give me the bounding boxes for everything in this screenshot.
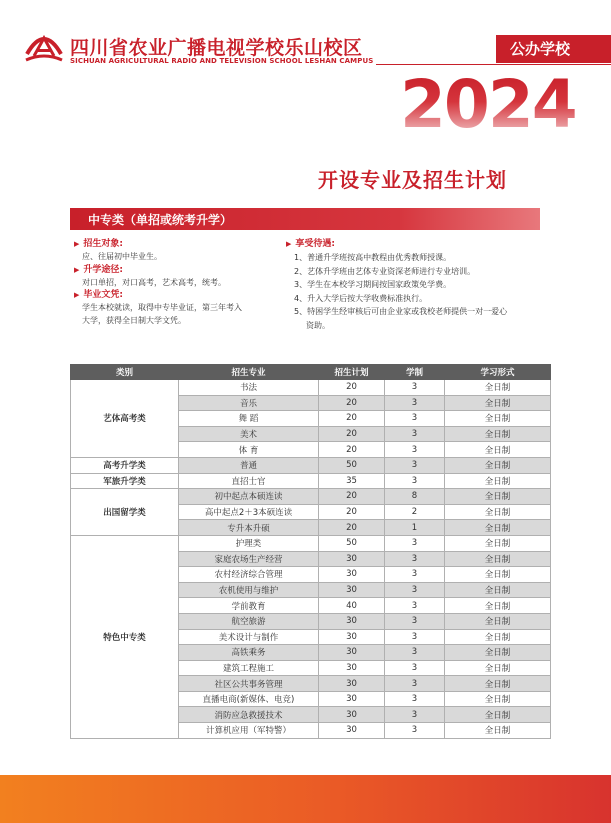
form-cell: 全日制: [445, 395, 551, 411]
form-cell: 全日制: [445, 504, 551, 520]
major-cell: 护理类: [179, 535, 319, 551]
plan-cell: 30: [319, 567, 385, 583]
major-cell: 舞 蹈: [179, 411, 319, 427]
benefit-item: 2、艺体升学班由艺体专业资深老师进行专业培训。: [294, 266, 476, 276]
plan-cell: 35: [319, 473, 385, 489]
major-cell: 家庭农场生产经营: [179, 551, 319, 567]
diploma-text-line-1: 学生本校就读，取得中专毕业证，第三年考入: [82, 303, 242, 312]
benefit-item: 3、学生在本校学习期间按国家政策免学费。: [294, 280, 452, 289]
form-cell: 全日制: [445, 457, 551, 473]
years-cell: 2: [385, 504, 445, 520]
triangle-bullet-icon: ▶: [74, 265, 80, 274]
years-cell: 3: [385, 457, 445, 473]
table-row: [71, 457, 551, 473]
table-body: [71, 380, 551, 739]
form-cell: 全日制: [445, 473, 551, 489]
info-left-column: [74, 238, 284, 327]
page-subtitle: 开设专业及招生计划: [318, 168, 507, 192]
years-cell: 3: [385, 551, 445, 567]
years-cell: 3: [385, 598, 445, 614]
plan-cell: 50: [319, 457, 385, 473]
years-cell: 3: [385, 442, 445, 458]
major-cell: 普通: [179, 457, 319, 473]
major-cell: 学前教育: [179, 598, 319, 614]
category-cell: 出国留学类: [71, 489, 179, 536]
plan-cell: 40: [319, 598, 385, 614]
category-cell: 军旅升学类: [71, 473, 179, 489]
advancement-path-text: 对口单招，对口高考，艺术高考，统考。: [82, 277, 226, 287]
table-row: [71, 473, 551, 489]
years-cell: 3: [385, 395, 445, 411]
form-cell: 全日制: [445, 380, 551, 396]
major-cell: 高铁乘务: [179, 645, 319, 661]
plan-cell: 50: [319, 535, 385, 551]
category-cell: 艺体高考类: [71, 380, 179, 458]
plan-cell: 30: [319, 629, 385, 645]
enrollment-target-text: 应、往届初中毕业生。: [82, 252, 162, 261]
plan-cell: 30: [319, 645, 385, 661]
years-cell: 3: [385, 691, 445, 707]
major-cell: 音乐: [179, 395, 319, 411]
plan-cell: 20: [319, 380, 385, 396]
plan-cell: 20: [319, 442, 385, 458]
header-plan: 招生计划: [319, 365, 385, 380]
advancement-path-label: ▶ 升学途径:: [74, 264, 123, 275]
major-cell: 农村经济综合管理: [179, 567, 319, 583]
benefit-item: 1、普通升学班按高中教程由优秀教师授课。: [294, 253, 452, 262]
form-cell: 全日制: [445, 707, 551, 723]
diploma-label: ▶ 毕业文凭:: [74, 290, 123, 300]
plan-cell: 30: [319, 723, 385, 739]
plan-cell: 30: [319, 676, 385, 692]
years-cell: 3: [385, 380, 445, 396]
form-cell: 全日制: [445, 645, 551, 661]
plan-cell: 30: [319, 582, 385, 598]
years-cell: 3: [385, 676, 445, 692]
years-cell: 3: [385, 426, 445, 442]
form-cell: 全日制: [445, 582, 551, 598]
benefit-item: 4、升入大学后按大学收费标准执行。: [294, 293, 428, 303]
table-row: [71, 535, 551, 551]
plan-cell: 20: [319, 411, 385, 427]
header-category: 类别: [71, 365, 179, 380]
major-cell: 计算机应用（军特警）: [179, 723, 319, 739]
major-cell: 直招士官: [179, 473, 319, 489]
form-cell: 全日制: [445, 613, 551, 629]
category-cell: 特色中专类: [71, 535, 179, 738]
table-header-row: [71, 365, 551, 380]
section-header-bar: [70, 208, 540, 230]
major-cell: 航空旅游: [179, 613, 319, 629]
year-heading: 2024: [400, 66, 576, 143]
form-cell: 全日制: [445, 535, 551, 551]
years-cell: 3: [385, 707, 445, 723]
plan-cell: 30: [319, 691, 385, 707]
category-cell: 高考升学类: [71, 457, 179, 473]
form-cell: 全日制: [445, 676, 551, 692]
form-cell: 全日制: [445, 691, 551, 707]
triangle-bullet-icon: ▶: [74, 291, 80, 299]
school-name-cn: 四川省农业广播电视学校乐山校区: [70, 37, 363, 59]
form-cell: 全日制: [445, 411, 551, 427]
major-cell: 书法: [179, 380, 319, 396]
years-cell: 3: [385, 629, 445, 645]
table-row: [71, 489, 551, 505]
major-cell: 建筑工程施工: [179, 660, 319, 676]
major-cell: 直播电商(新媒体、电竞): [179, 691, 319, 707]
form-cell: 全日制: [445, 660, 551, 676]
enrollment-target-label: ▶ 招生对象:: [74, 239, 123, 249]
major-cell: 美术: [179, 426, 319, 442]
plan-cell: 20: [319, 426, 385, 442]
table-row: [71, 380, 551, 396]
major-cell: 专升本升硕: [179, 520, 319, 536]
public-school-badge: 公办学校: [496, 35, 611, 63]
form-cell: 全日制: [445, 489, 551, 505]
major-cell: 初中起点本硕连读: [179, 489, 319, 505]
form-cell: 全日制: [445, 442, 551, 458]
info-right-column: [286, 238, 551, 332]
plan-cell: 20: [319, 520, 385, 536]
header-divider: [376, 64, 611, 65]
form-cell: 全日制: [445, 723, 551, 739]
years-cell: 3: [385, 660, 445, 676]
years-cell: 1: [385, 520, 445, 536]
header-form: 学习形式: [445, 365, 551, 380]
diploma-text-line-2: 大学，获得全日制大学文凭。: [82, 315, 186, 325]
years-cell: 3: [385, 645, 445, 661]
plan-cell: 30: [319, 660, 385, 676]
major-cell: 社区公共事务管理: [179, 676, 319, 692]
plan-cell: 30: [319, 707, 385, 723]
plan-cell: 30: [319, 551, 385, 567]
form-cell: 全日制: [445, 629, 551, 645]
triangle-bullet-icon: ▶: [286, 240, 292, 248]
school-logo-icon: [24, 30, 64, 66]
triangle-bullet-icon: ▶: [74, 240, 80, 248]
major-cell: 消防应急救援技术: [179, 707, 319, 723]
major-cell: 农机使用与维护: [179, 582, 319, 598]
form-cell: 全日制: [445, 551, 551, 567]
plan-cell: 20: [319, 504, 385, 520]
years-cell: 3: [385, 582, 445, 598]
benefits-label: ▶ 享受待遇:: [286, 239, 335, 249]
benefit-item: 资助。: [306, 320, 330, 330]
form-cell: 全日制: [445, 598, 551, 614]
header-major: 招生专业: [179, 365, 319, 380]
years-cell: 3: [385, 535, 445, 551]
footer-gradient-bar: [0, 775, 611, 823]
plan-cell: 30: [319, 613, 385, 629]
years-cell: 3: [385, 613, 445, 629]
section-title: 中专类（单招或统考升学）: [88, 213, 233, 227]
years-cell: 3: [385, 567, 445, 583]
years-cell: 3: [385, 473, 445, 489]
school-name-en: SICHUAN AGRICULTURAL RADIO AND TELEVISION SCHOOL LESHAN CAMPUS: [70, 57, 374, 65]
major-cell: 美术设计与制作: [179, 629, 319, 645]
enrollment-plan-table: [70, 364, 551, 739]
major-cell: 体 育: [179, 442, 319, 458]
plan-cell: 20: [319, 489, 385, 505]
years-cell: 8: [385, 489, 445, 505]
plan-cell: 20: [319, 395, 385, 411]
form-cell: 全日制: [445, 520, 551, 536]
major-cell: 高中起点2＋3本硕连读: [179, 504, 319, 520]
form-cell: 全日制: [445, 426, 551, 442]
years-cell: 3: [385, 411, 445, 427]
benefit-item: 5、特困学生经审核后可由企业家或我校老师提供一对一爱心: [294, 307, 508, 316]
form-cell: 全日制: [445, 567, 551, 583]
years-cell: 3: [385, 723, 445, 739]
header-years: 学制: [385, 365, 445, 380]
